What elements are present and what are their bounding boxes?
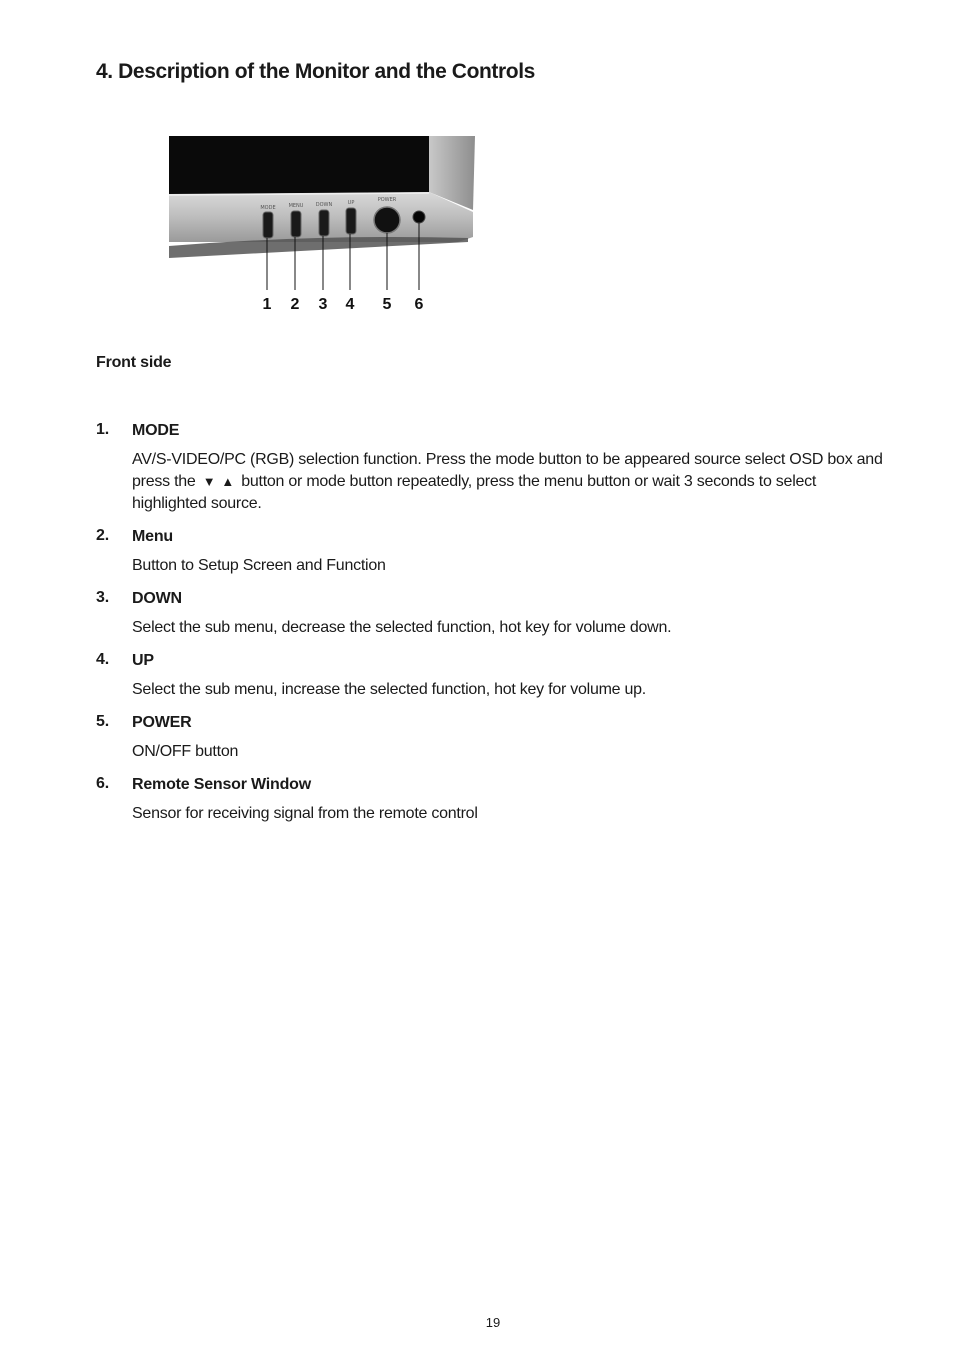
button-label-power: POWER [377,197,397,203]
down-triangle-icon: ▼ [202,474,216,489]
menu-button[interactable] [291,211,301,237]
power-button[interactable] [374,207,400,233]
controls-list [96,421,896,837]
monitor-screen [169,136,429,194]
button-label-mode: MODE [260,205,276,211]
item-number: 6. [96,775,109,792]
item-description: AV/S-VIDEO/PC (RGB) selection function. Press the mode button to be appeared source select OSD box and press the ▼ ▲ button or mode button repeatedly, press the menu button or wait 3 seconds to select highlighted source. [132,451,883,512]
item-number: 2. [96,527,109,544]
list-item-menu [96,527,896,577]
item-title: POWER [132,714,192,731]
item-description: Button to Setup Screen and Function [132,557,386,574]
callout-3: 3 [318,296,328,313]
list-item-remote-sensor [96,775,896,825]
item-description: ON/OFF button [132,743,239,760]
page-title: 4. Description of the Monitor and the Controls [96,60,535,83]
callout-1: 1 [262,296,272,313]
item-number: 5. [96,713,109,730]
callout-4: 4 [345,296,355,313]
remote-sensor-window [413,211,425,223]
mode-button[interactable] [263,212,273,238]
button-label-menu: MENU [288,203,304,209]
page-number: 19 [485,1315,501,1330]
item-title: MODE [132,422,180,439]
callout-5: 5 [382,296,392,313]
monitor-front-photo [168,134,488,320]
item-description: Sensor for receiving signal from the remote control [132,805,478,822]
down-button[interactable] [319,210,329,236]
item-number: 3. [96,589,109,606]
item-description: Select the sub menu, decrease the selected function, hot key for volume down. [132,619,672,636]
item-number: 4. [96,651,109,668]
item-title: Menu [132,528,173,545]
monitor-figure [168,134,488,320]
callout-2: 2 [290,296,300,313]
button-label-down: DOWN [315,202,333,208]
list-item-mode [96,421,896,515]
up-triangle-icon: ▲ [221,474,235,489]
button-label-up: UP [347,200,355,206]
item-title: Remote Sensor Window [132,776,311,793]
item-description: Select the sub menu, increase the selected function, hot key for volume up. [132,681,646,698]
item-title: UP [132,652,154,669]
section-label: Front side [96,354,172,371]
callout-6: 6 [414,296,424,313]
item-title: DOWN [132,590,182,607]
up-button[interactable] [346,208,356,234]
list-item-up [96,651,896,701]
item-number: 1. [96,421,109,438]
list-item-power [96,713,896,763]
list-item-down [96,589,896,639]
